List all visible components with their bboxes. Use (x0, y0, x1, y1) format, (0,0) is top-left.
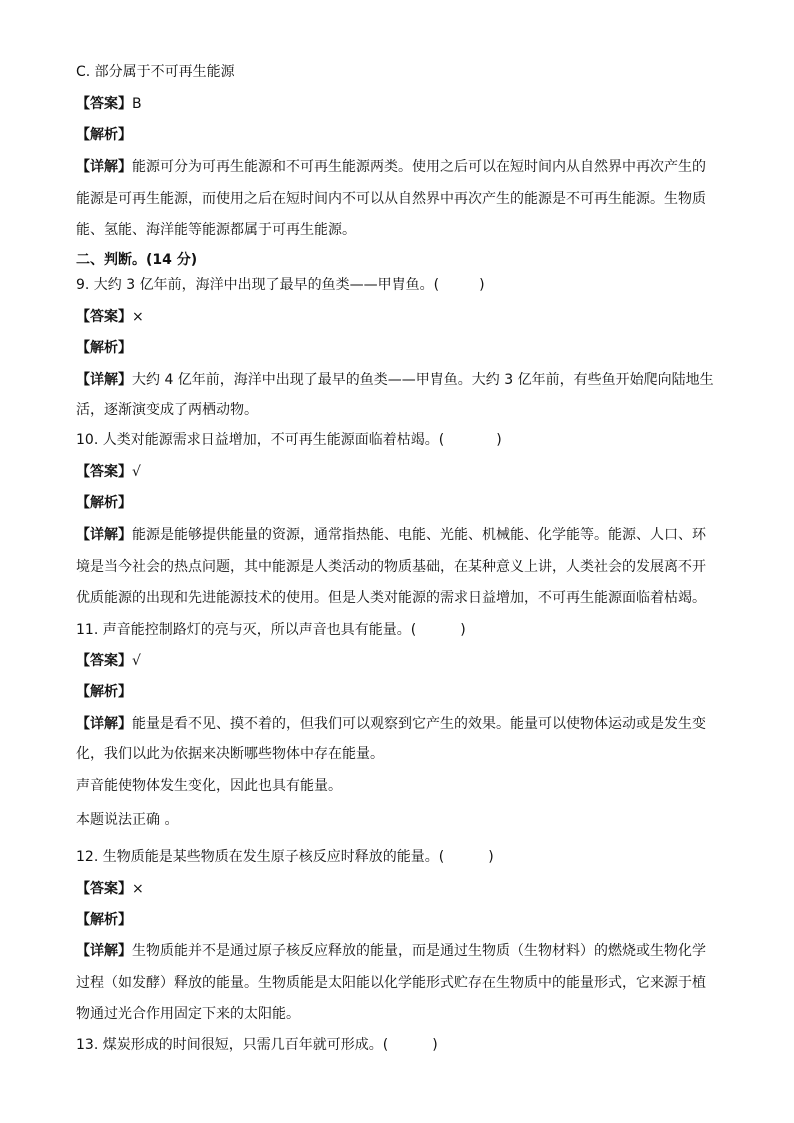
q9-question: 9. 大约 3 亿年前，海洋中出现了最早的鱼类——甲胄鱼。( ) (76, 277, 485, 293)
q8-detail-line-1: 【详解】能源可分为可再生能源和不可再生能源两类。使用之后可以在短时间内从自然界中再次产生的 (76, 159, 706, 175)
q12-analysis-label: 【解析】 (76, 912, 132, 928)
q12-answer: 【答案】× (76, 881, 144, 897)
q10-analysis-label: 【解析】 (76, 495, 132, 511)
q12-detail-line-1: 【详解】生物质能并不是通过原子核反应释放的能量，而是通过生物质（生物材料）的燃烧或生物化学 (76, 943, 706, 959)
q10-detail-line-1: 【详解】能源是能够提供能量的资源，通常指热能、电能、光能、机械能、化学能等。能源、人口、环 (76, 527, 706, 543)
q13-question: 13. 煤炭形成的时间很短，只需几百年就可形成。( ) (76, 1037, 438, 1053)
q11-detail-line-2: 化，我们以此为依据来决断哪些物体中存在能量。 (76, 746, 384, 762)
q8-detail-line-3: 能、氢能、海洋能等能源都属于可再生能源。 (76, 222, 356, 238)
q9-detail-line-1: 【详解】大约 4 亿年前，海洋中出现了最早的鱼类——甲胄鱼。大约 3 亿年前，有些鱼开始爬向陆地生 (76, 372, 714, 388)
q9-detail-line-2: 活，逐渐演变成了两栖动物。 (76, 402, 258, 418)
q11-detail-line-1: 【详解】能量是看不见、摸不着的，但我们可以观察到它产生的效果。能量可以使物体运动或是发生变 (76, 716, 706, 732)
q8-detail-line-2: 能源是可再生能源，而使用之后在短时间内不可以从自然界中再次产生的能源是不可再生能源。生物质 (76, 191, 706, 207)
answer-label: 【答案】 (76, 96, 132, 112)
q10-detail-line-3: 优质能源的出现和先进能源技术的使用。但是人类对能源的需求日益增加，不可再生能源面临着枯竭。 (76, 590, 706, 606)
q12-detail-line-3: 物通过光合作用固定下来的太阳能。 (76, 1006, 300, 1022)
q10-answer: 【答案】√ (76, 464, 141, 480)
q11-answer: 【答案】√ (76, 653, 141, 669)
q11-extra-line-1: 声音能使物体发生变化，因此也具有能量。 (76, 778, 342, 794)
option-c: C. 部分属于不可再生能源 (76, 64, 235, 80)
section-title: 二、判断。(14 分) (76, 252, 198, 268)
q12-question: 12. 生物质能是某些物质在发生原子核反应时释放的能量。( ) (76, 849, 494, 865)
q9-analysis-label: 【解析】 (76, 340, 132, 356)
q9-answer: 【答案】× (76, 309, 144, 325)
q8-analysis-label: 【解析】 (76, 127, 132, 143)
q11-extra-line-2: 本题说法正确 。 (76, 812, 179, 828)
q11-analysis-label: 【解析】 (76, 684, 132, 700)
q12-detail-line-2: 过程（如发酵）释放的能量。生物质能是太阳能以化学能形式贮存在生物质中的能量形式，它来源于植 (76, 975, 706, 991)
q8-answer (76, 94, 142, 114)
detail-label: 【详解】 (76, 159, 132, 175)
answer-value: B (132, 96, 142, 112)
q10-question: 10. 人类对能源需求日益增加，不可再生能源面临着枯竭。( ) (76, 432, 502, 448)
q11-question: 11. 声音能控制路灯的亮与灭，所以声音也具有能量。( ) (76, 622, 466, 638)
q10-detail-line-2: 境是当今社会的热点问题，其中能源是人类活动的物质基础，在某种意义上讲，人类社会的发展离不开 (76, 559, 706, 575)
